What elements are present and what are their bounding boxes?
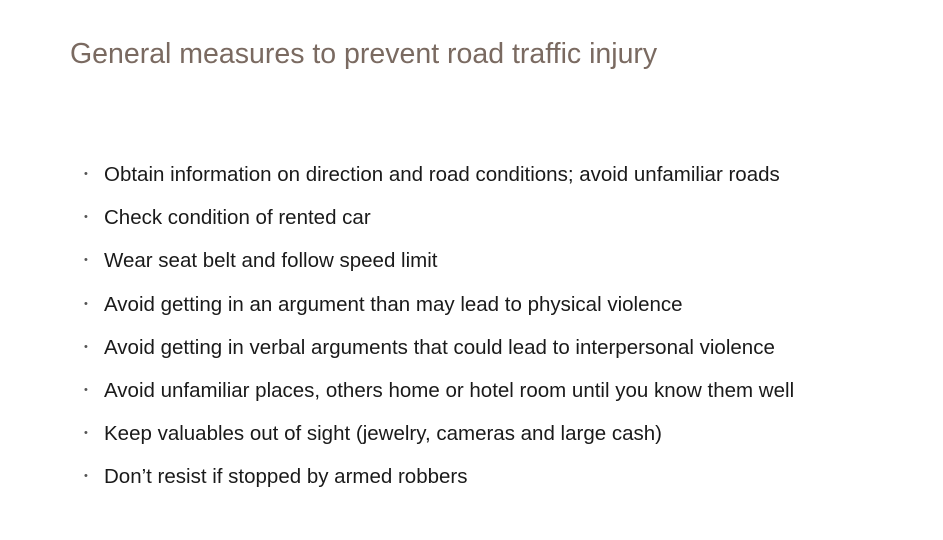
bullet-item: [84, 283, 924, 326]
bullet-marker: •: [84, 297, 88, 310]
bullet-item: [84, 326, 924, 369]
bullet-item: [84, 369, 924, 412]
bullet-text: Obtain information on direction and road conditions; avoid unfamiliar roads: [104, 163, 780, 186]
bullet-item: [84, 455, 924, 498]
bullet-marker: •: [84, 384, 88, 397]
bullet-text: Wear seat belt and follow speed limit: [104, 249, 438, 273]
bullet-text: Don’t resist if stopped by armed robbers: [104, 465, 468, 489]
bullet-marker: •: [84, 211, 88, 224]
bullet-marker: •: [84, 168, 88, 180]
bullet-text: Avoid unfamiliar places, others home or hotel room until you know them well: [104, 379, 795, 403]
bullet-item: [84, 412, 924, 455]
bullet-marker: •: [84, 470, 88, 483]
bullet-marker: •: [84, 254, 88, 267]
bullet-list: [84, 153, 924, 499]
bullet-text: Avoid getting in verbal arguments that could lead to interpersonal violence: [104, 335, 775, 359]
bullet-item: [84, 239, 924, 282]
bullet-text: Avoid getting in an argument than may lead to physical violence: [104, 292, 683, 316]
bullet-text: Check condition of rented car: [104, 206, 371, 230]
slide-title: General measures to prevent road traffic injury: [70, 38, 658, 70]
bullet-item: [84, 153, 924, 196]
bullet-marker: •: [84, 340, 88, 353]
bullet-text: Keep valuables out of sight (jewelry, cameras and large cash): [104, 422, 662, 446]
bullet-item: [84, 196, 924, 239]
bullet-marker: •: [84, 427, 88, 440]
